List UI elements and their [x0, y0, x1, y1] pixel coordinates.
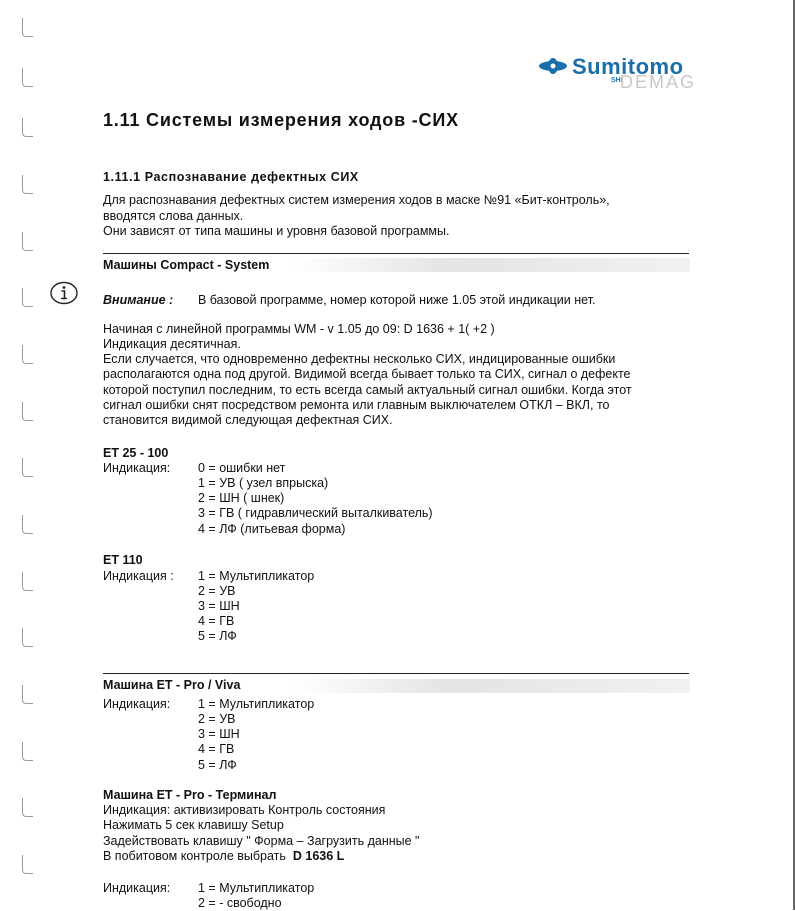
- binder-holes: [10, 0, 40, 910]
- et110-value: 5 = ЛФ: [198, 629, 237, 643]
- paragraph-line: располагаются одна под другой. Видимой всегда бывает только та СИХ, сигнал о дефекте: [103, 367, 631, 381]
- terminal-select-prefix: В побитовом контроле выбрать: [103, 849, 286, 863]
- intro-line: вводятся слова данных.: [103, 209, 244, 223]
- terminal-value: 2 = - свободно: [198, 896, 282, 910]
- et25-value: 1 = УВ ( узел впрыска): [198, 476, 329, 490]
- terminal-select-code: D 1636 L: [292, 849, 345, 863]
- etpro-value: 2 = УВ: [198, 712, 236, 726]
- etpro-value: 3 = ШН: [198, 727, 240, 741]
- sumitomo-logo: [536, 54, 716, 94]
- attention-text: В базовой программе, номер которой ниже 1.05 этой индикации нет.: [198, 293, 596, 307]
- et110-value: 2 = УВ: [198, 584, 236, 598]
- info-icon: [49, 281, 79, 305]
- terminal-title: Машина ET - Pro - Терминал: [103, 788, 277, 802]
- attention-label: Внимание :: [103, 293, 174, 307]
- etpro-value: 1 = Мультипликатор: [198, 697, 315, 711]
- terminal-line: Индикация: активизировать Контроль состояния: [103, 803, 386, 817]
- et110-title: ET 110: [103, 553, 143, 567]
- et25-value: 0 = ошибки нет: [198, 461, 286, 475]
- terminal-line: Задействовать клавишу " Форма – Загрузить данные ": [103, 834, 420, 848]
- et25-value: 4 = ЛФ (литьевая форма): [198, 522, 346, 536]
- terminal-select-line: [103, 849, 344, 864]
- et110-value: 4 = ГВ: [198, 614, 235, 628]
- paragraph-line: Индикация десятичная.: [103, 337, 241, 351]
- compact-section-title: Машины Compact - System: [103, 258, 270, 272]
- et110-value: 1 = Мультипликатор: [198, 569, 315, 583]
- intro-line: Они зависят от типа машины и уровня базовой программы.: [103, 224, 450, 238]
- et110-label: Индикация :: [103, 569, 174, 583]
- logo-brand: Sumitomo: [572, 54, 684, 79]
- et25-label: Индикация:: [103, 461, 171, 475]
- etpro-label: Индикация:: [103, 697, 171, 711]
- divider: [103, 673, 689, 674]
- etpro-value: 5 = ЛФ: [198, 758, 237, 772]
- terminal-label: Индикация:: [103, 881, 171, 895]
- terminal-line: Нажимать 5 сек клавишу Setup: [103, 818, 284, 832]
- logo-mark-icon: [536, 56, 570, 76]
- et25-title: ET 25 - 100: [103, 446, 169, 460]
- section-heading: 1.11 Системы измерения ходов -СИХ: [103, 110, 459, 130]
- logo-demag: DEMAG: [620, 72, 697, 92]
- paragraph-line: становится видимой следующая дефектная СИХ.: [103, 413, 393, 427]
- et110-value: 3 = ШН: [198, 599, 240, 613]
- divider: [103, 253, 689, 254]
- etpro-value: 4 = ГВ: [198, 742, 235, 756]
- paragraph-line: Начиная с линейной программы WM - v 1.05 до 09: D 1636 + 1( +2 ): [103, 322, 495, 336]
- paragraph-line: сигнал ошибки снят посредством ремонта или главным выключателем ОТКЛ – ВКЛ, то: [103, 398, 610, 412]
- terminal-value: 1 = Мультипликатор: [198, 881, 315, 895]
- paragraph-line: Если случается, что одновременно дефектны несколько СИХ, индицированные ошибки: [103, 352, 616, 366]
- scan-shade: [290, 679, 690, 693]
- paragraph-line: которой поступил последним, то есть всегда самый актуальный сигнал ошибки. Когда этот: [103, 383, 632, 397]
- etpro-section-title: Машина ET - Pro / Viva: [103, 678, 241, 692]
- logo-shi: SHI: [611, 77, 623, 84]
- intro-line: Для распознавания дефектных систем измерения ходов в маске №91 «Бит-контроль»,: [103, 193, 610, 207]
- subsection-heading: 1.11.1 Распознавание дефектных СИХ: [103, 170, 359, 184]
- et25-value: 2 = ШН ( шнек): [198, 491, 285, 505]
- scan-shade: [290, 258, 690, 272]
- et25-value: 3 = ГВ ( гидравлический выталкиватель): [198, 506, 433, 520]
